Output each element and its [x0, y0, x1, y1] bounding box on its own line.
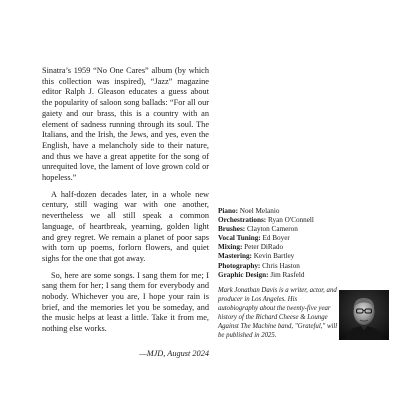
- credit-line: [218, 271, 388, 280]
- credit-line: [218, 262, 388, 271]
- credit-line: [218, 243, 388, 252]
- credit-name: Peter DiRado: [244, 243, 284, 252]
- credits-list: [218, 207, 388, 280]
- credit-line: [218, 234, 388, 243]
- credit-line: [218, 252, 388, 261]
- credit-role: Orchestrations:: [218, 216, 267, 225]
- credit-name: Clayton Cameron: [246, 225, 298, 234]
- credit-role: Piano:: [218, 207, 238, 215]
- credit-line: [218, 207, 388, 216]
- credit-role: Photography:: [218, 261, 261, 270]
- liner-notes-essay: [42, 66, 209, 360]
- credit-role: Graphic Design:: [218, 270, 269, 279]
- credit-line: [218, 225, 388, 234]
- credit-role: Mixing:: [218, 243, 243, 252]
- credit-role: Vocal Tuning:: [218, 234, 261, 243]
- credit-name: Ryan O'Connell: [267, 216, 314, 225]
- author-portrait-image: [339, 290, 389, 340]
- credit-line: [218, 216, 388, 225]
- credit-role: Brushes:: [218, 225, 246, 234]
- credit-name: Noel Melanio: [239, 207, 280, 215]
- essay-paragraph: So, here are some songs. I sang them for me; I sang them for her; I sang them for everybody and nobody. Whichever you are, I hope your rain is brief, and the memories let you be someday, and the music helps at least a little. Take it from me, nothing else works.: [42, 270, 209, 334]
- credit-name: Ed Boyer: [262, 234, 290, 243]
- credit-role: Mastering:: [218, 252, 252, 261]
- credit-name: Chris Haston: [262, 261, 300, 270]
- essay-signature: —MJD, August 2024: [139, 348, 209, 358]
- credit-name: Jim Rasfeld: [270, 270, 305, 279]
- essay-paragraph: Sinatra’s 1959 “No One Cares” album (by which this collection was inspired), “Jazz” magazine editor Ralph J. Gleason educates a guess about the popularity of saloon song ballads: “For all our gaiety and our brass, this is a country with an element of sadness running through its soul. The Italians, and the Irish, the Jews, and yes, even the English, have a melancholy side to their nature, and thus we have a great appetite for the song of unrequited love, the lament of love grown cold or hopeless.”: [42, 66, 209, 183]
- author-photo: [339, 290, 389, 340]
- credit-name: Kevin Bartley: [253, 252, 295, 261]
- author-bio: Mark Jonathan Davis is a writer, actor, and producer in Los Angeles. His autobiography about the twenty-five year history of the Richard Cheese & Lounge Against The Machine band, "Grateful," will be published in 2025.: [218, 287, 338, 339]
- essay-paragraph: A half-dozen decades later, in a whole new century, still waging war with one another, nevertheless we all still speak a common language, of heartbreak, yearning, golden light and grey regret. We remain a planet of poor saps with torn up poems, forlorn flowers, and quiet sighs for the one that got away.: [42, 189, 209, 263]
